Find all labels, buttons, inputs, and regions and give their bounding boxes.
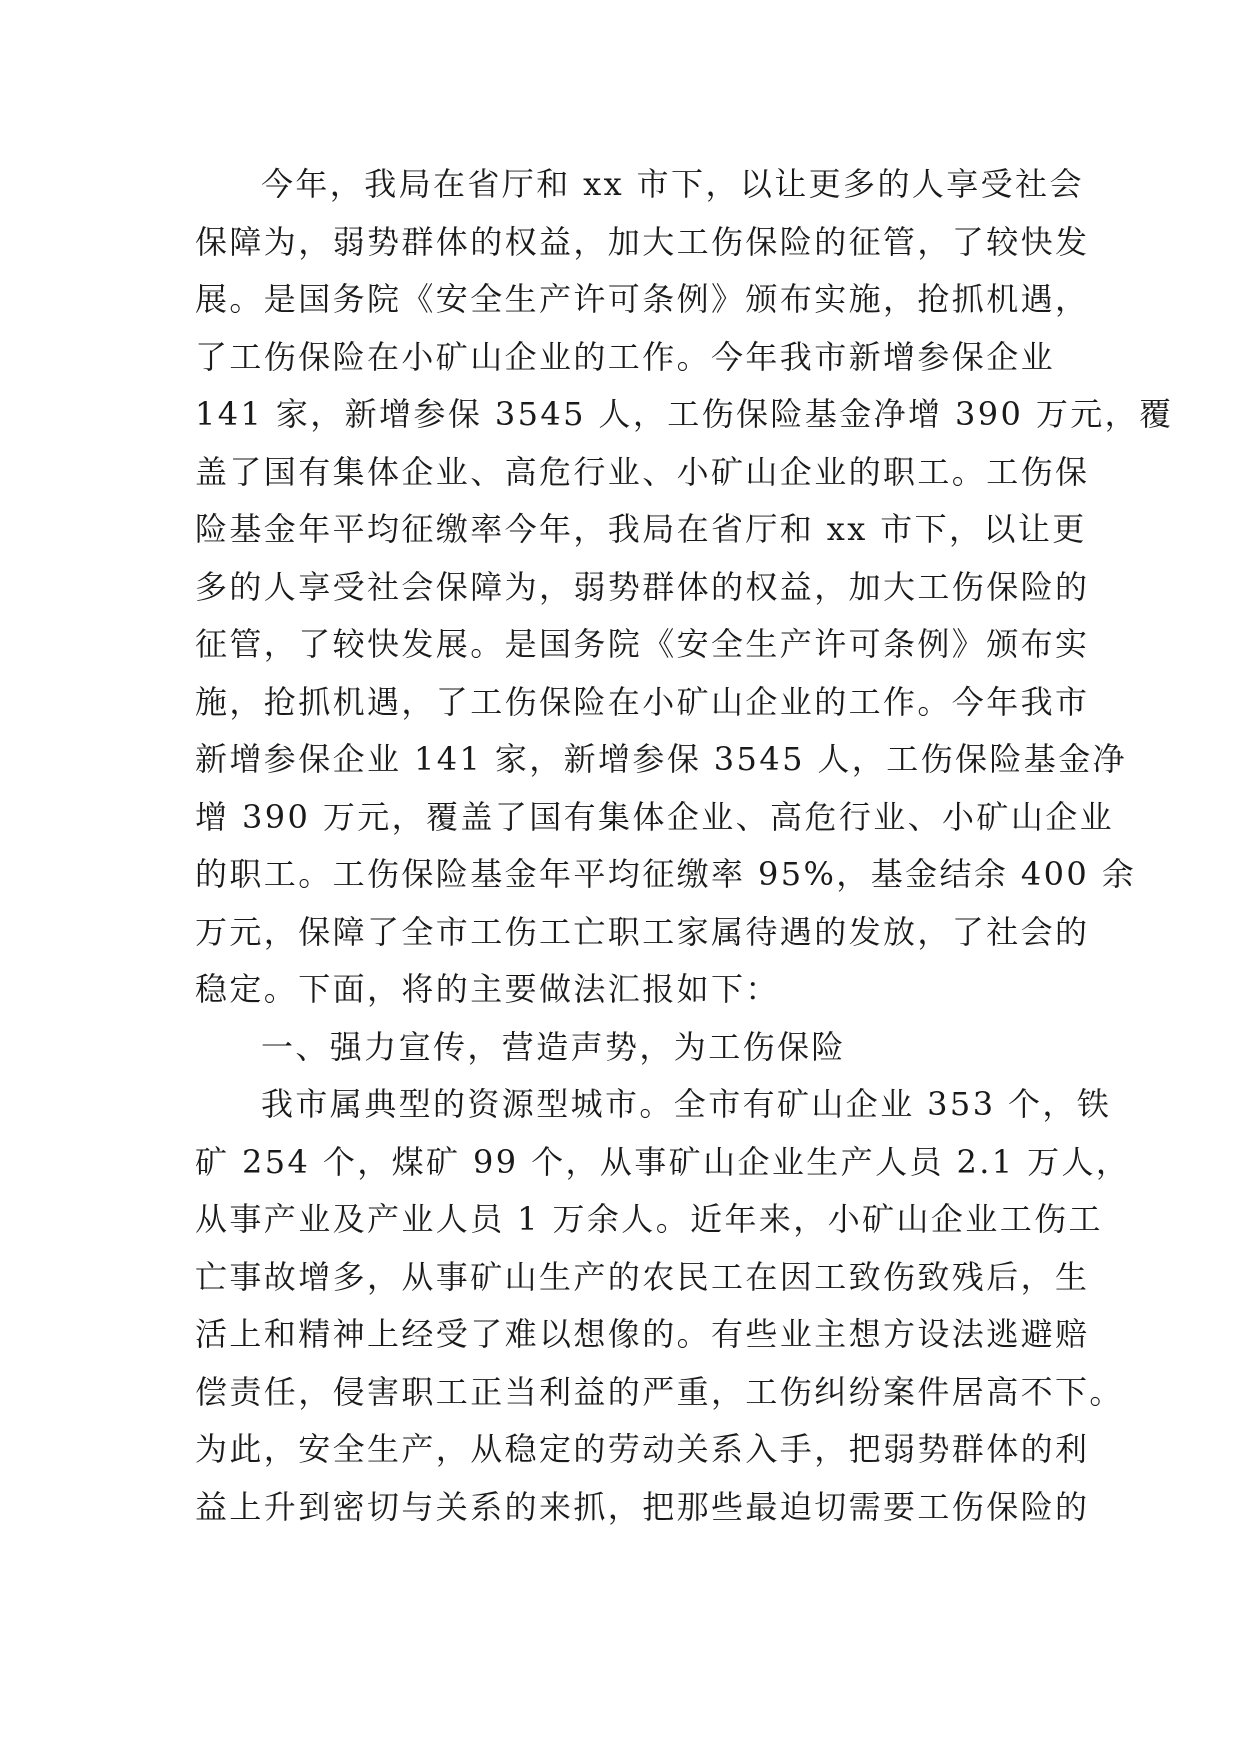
text-line: 矿 254 个，煤矿 99 个，从事矿山企业生产人员 2.1 万人， [195,1142,1131,1181]
text-line: 稳定。下面，将的主要做法汇报如下： [195,970,780,1008]
text-line: 从事产业及产业人员 1 万余人。近年来，小矿山企业工伤工 [195,1200,1103,1238]
text-line: 施，抢抓机遇，了工伤保险在小矿山企业的工作。今年我市 [195,682,1090,721]
text-line: 保障为，弱势群体的权益，加大工伤保险的征管，了较快发 [195,222,1090,261]
text-line: 展。是国务院《安全生产许可条例》颁布实施，抢抓机遇， [195,280,1090,318]
paragraph-body [195,1076,1131,1536]
text-line: 盖了国有集体企业、高危行业、小矿山企业的职工。工伤保 [195,452,1090,491]
paragraph-intro [195,156,1174,1019]
text-line: 的职工。工伤保险基金年平均征缴率 95%，基金结余 400 余 [195,855,1137,893]
text-line: 亡事故增多，从事矿山生产的农民工在因工致伤致残后，生 [195,1257,1090,1296]
text-line: 我市属典型的资源型城市。全市有矿山企业 353 个，铁 [261,1085,1112,1123]
text-line: 万元，保障了全市工伤工亡职工家属待遇的发放，了社会的 [195,912,1090,951]
text-line: 险基金年平均征缴率今年，我局在省厅和 xx 市下，以让更 [195,510,1087,548]
text-line: 活上和精神上经受了难以想像的。有些业主想方设法逃避赔 [195,1315,1090,1353]
document-body [195,156,1174,1536]
text-line: 增 390 万元，覆盖了国有集体企业、高危行业、小矿山企业 [195,797,1115,836]
text-line: 多的人享受社会保障为，弱势群体的权益，加大工伤保险的 [195,567,1090,606]
text-line: 征管，了较快发展。是国务院《安全生产许可条例》颁布实 [195,625,1090,663]
text-line: 141 家，新增参保 3545 人，工伤保险基金净增 390 万元，覆 [195,395,1174,433]
text-line: 偿责任，侵害职工正当利益的严重，工伤纠纷案件居高不下。 [195,1372,1124,1411]
text-line: 了工伤保险在小矿山企业的工作。今年我市新增参保企业 [195,337,1056,376]
text-line: 今年，我局在省厅和 xx 市下，以让更多的人享受社会 [261,165,1084,203]
text-line: 益上升到密切与关系的来抓，把那些最迫切需要工伤保险的 [195,1487,1090,1526]
text-line: 为此，安全生产，从稳定的劳动关系入手，把弱势群体的利 [195,1430,1090,1468]
section-heading [195,1019,1045,1077]
text-line: 新增参保企业 141 家，新增参保 3545 人，工伤保险基金净 [195,740,1128,778]
heading-line: 一、强力宣传，营造声势，为工伤保险 [261,1027,846,1066]
